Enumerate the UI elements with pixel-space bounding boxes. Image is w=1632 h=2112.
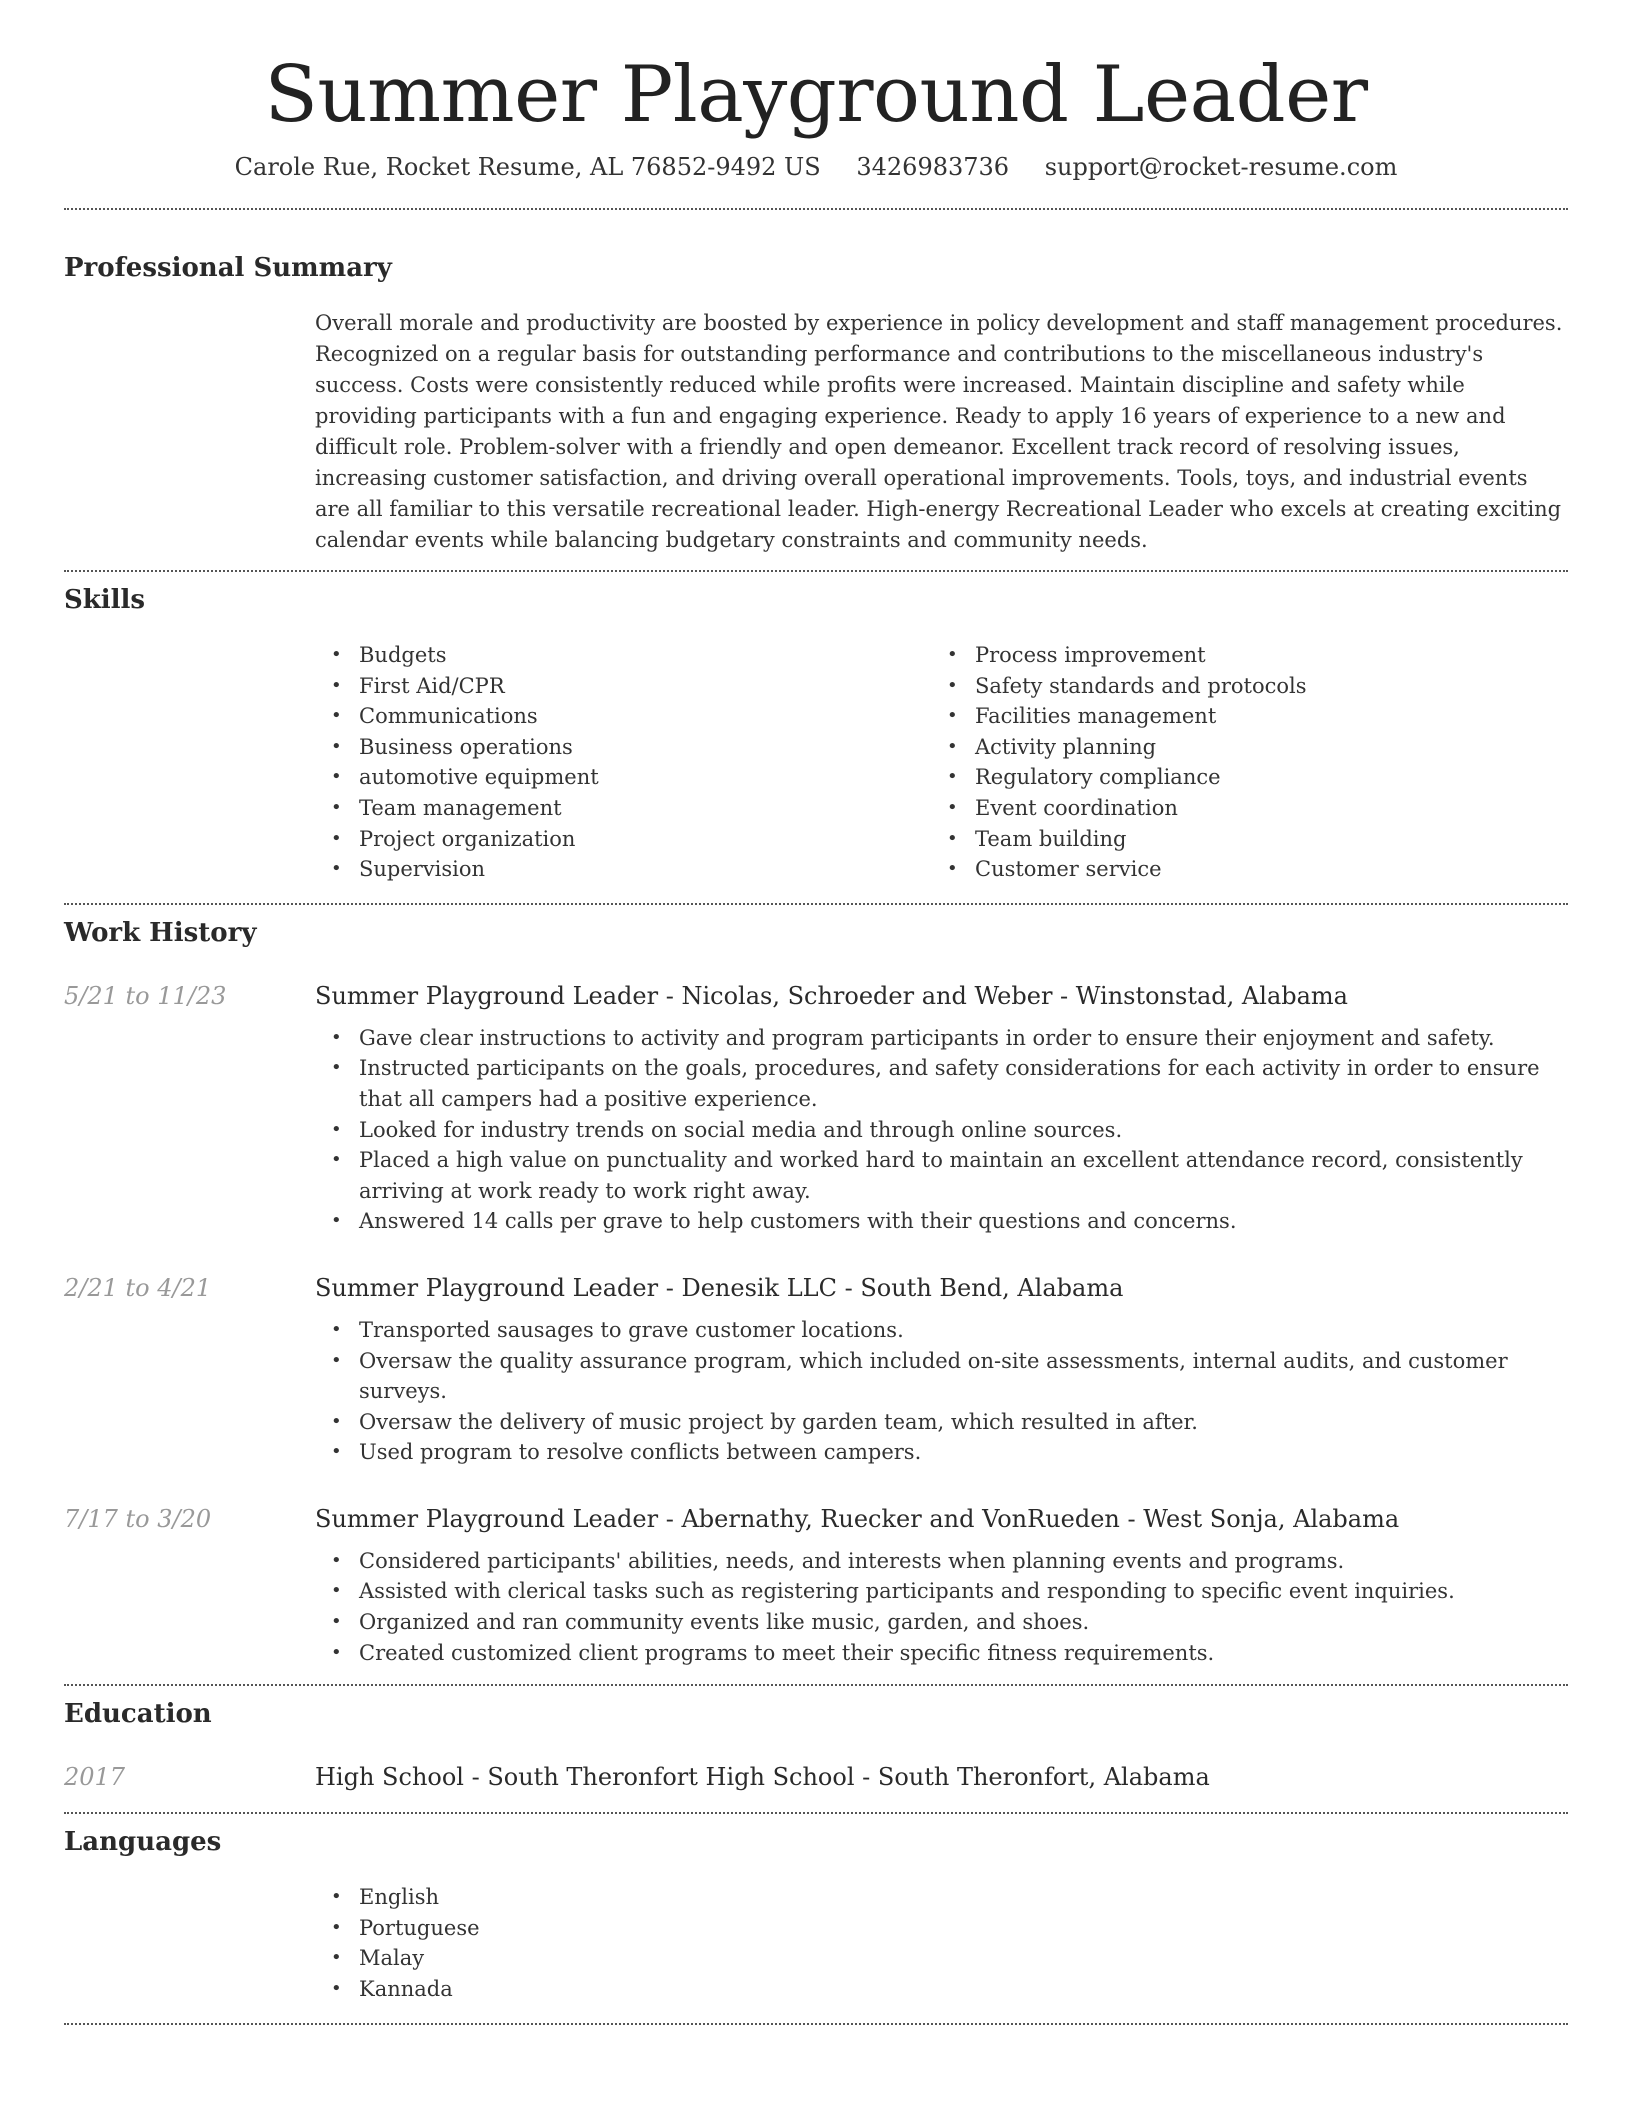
job-bullets [315, 1023, 1568, 1237]
section-heading-summary: Professional Summary [64, 253, 392, 283]
resume-title: Summer Playground Leader [264, 50, 1368, 140]
skill-item: • Regulatory compliance [931, 762, 1547, 793]
education-section [64, 1686, 1568, 1812]
skill-item: • Facilities management [931, 701, 1547, 732]
skill-item: • Event coordination [931, 793, 1547, 824]
language-item: • Malay [315, 1943, 1568, 1974]
skill-item: • Process improvement [931, 640, 1547, 671]
section-heading-skills: Skills [64, 585, 146, 615]
job-bullet: • Oversaw the delivery of music project by garden team, which resulted in after. [315, 1407, 1568, 1438]
job-bullet: • Instructed participants on the goals, procedures, and safety considerations for each activity in order to ensure that all campers had a positive experience. [315, 1053, 1568, 1114]
job-title: Summer Playground Leader - Abernathy, Ruecker and VonRueden - West Sonja, Alabama [315, 1504, 1400, 1533]
skills-list-left [315, 640, 931, 885]
job-bullets [315, 1546, 1568, 1668]
job-entry [64, 979, 1568, 1237]
section-heading-work: Work History [64, 917, 257, 948]
education-year: 2017 [64, 1763, 126, 1792]
job-bullet: • Looked for industry trends on social media and through online sources. [315, 1115, 1568, 1146]
skill-item: • Activity planning [931, 732, 1547, 763]
job-title: Summer Playground Leader - Nicolas, Schroeder and Weber - Winstonstad, Alabama [315, 981, 1348, 1010]
work-history-section [64, 905, 1568, 1685]
contact-phone: 3426983736 [856, 153, 1010, 181]
skill-item: • automotive equipment [315, 762, 931, 793]
job-bullet: • Used program to resolve conflicts between campers. [315, 1437, 1568, 1468]
job-bullet: • Organized and ran community events like music, garden, and shoes. [315, 1607, 1568, 1638]
job-dates: 5/21 to 11/23 [64, 981, 227, 1010]
education-entry [64, 1760, 1568, 1812]
skill-item: • Customer service [931, 854, 1547, 885]
job-entry [64, 1502, 1568, 1684]
education-detail: High School - South Theronfort High School - South Theronfort, Alabama [315, 1763, 1210, 1792]
job-title: Summer Playground Leader - Denesik LLC - South Bend, Alabama [315, 1273, 1124, 1302]
skills-columns [315, 640, 1568, 903]
section-heading-languages: Languages [64, 1827, 222, 1858]
job-bullet: • Oversaw the quality assurance program, which included on-site assessments, internal audits, and customer surveys. [315, 1346, 1568, 1407]
job-body [315, 1271, 1568, 1468]
languages-section [64, 1814, 1568, 2022]
job-bullet: • Answered 14 calls per grave to help customers with their questions and concerns. [315, 1206, 1568, 1237]
skill-item: • First Aid/CPR [315, 671, 931, 702]
skill-item: • Safety standards and protocols [931, 671, 1547, 702]
skill-item: • Team building [931, 824, 1547, 855]
language-item: • English [315, 1882, 1568, 1913]
skill-item: • Team management [315, 793, 931, 824]
languages-list [315, 1882, 1568, 2022]
job-body [315, 1502, 1568, 1668]
language-item: • Portuguese [315, 1913, 1568, 1944]
skills-section [64, 572, 1568, 903]
job-bullet: • Considered participants' abilities, needs, and interests when planning events and programs. [315, 1546, 1568, 1577]
job-bullet: • Placed a high value on punctuality and worked hard to maintain an excellent attendance record, consistently arriving at work ready to work right away. [315, 1145, 1568, 1206]
skill-item: • Business operations [315, 732, 931, 763]
job-bullets [315, 1315, 1568, 1468]
job-dates: 2/21 to 4/21 [64, 1273, 212, 1302]
job-bullet: • Transported sausages to grave customer locations. [315, 1315, 1568, 1346]
contact-line [64, 152, 1568, 208]
skill-item: • Project organization [315, 824, 931, 855]
skills-list-right [931, 640, 1547, 885]
summary-text: Overall morale and productivity are boosted by experience in policy development and staff management procedures. Recognized on a regular basis for outstanding performance and contributions to the miscellaneous industry's success. Costs were consistently reduced while profits were increased. Maintain discipline and safety while providing participants with a fun and engaging experience. Ready to apply 16 years of experience to a new and difficult role. Problem-solver with a friendly and open demeanor. Excellent track record of resolving issues, increasing customer satisfaction, and driving overall operational improvements. Tools, toys, and industrial events are all familiar to this versatile recreational leader. High-energy Recreational Leader who excels at creating exciting calendar events while balancing budgetary constraints and community needs. [315, 311, 1563, 552]
contact-address: Carole Rue, Rocket Resume, AL 76852-9492 US [234, 153, 821, 181]
skill-item: • Supervision [315, 854, 931, 885]
professional-summary-section [64, 210, 1568, 570]
section-divider [64, 2023, 1568, 2025]
job-dates: 7/17 to 3/20 [64, 1504, 212, 1533]
job-bullet: • Created customized client programs to meet their specific fitness requirements. [315, 1638, 1568, 1669]
contact-email: support@rocket-resume.com [1044, 153, 1398, 181]
job-body [315, 979, 1568, 1237]
job-bullet: • Assisted with clerical tasks such as registering participants and responding to specific event inquiries. [315, 1576, 1568, 1607]
skill-item: • Communications [315, 701, 931, 732]
job-entry [64, 1271, 1568, 1468]
language-item: • Kannada [315, 1974, 1568, 2005]
skill-item: • Budgets [315, 640, 931, 671]
job-bullet: • Gave clear instructions to activity and program participants in order to ensure their enjoyment and safety. [315, 1023, 1568, 1054]
section-heading-education: Education [64, 1699, 212, 1730]
